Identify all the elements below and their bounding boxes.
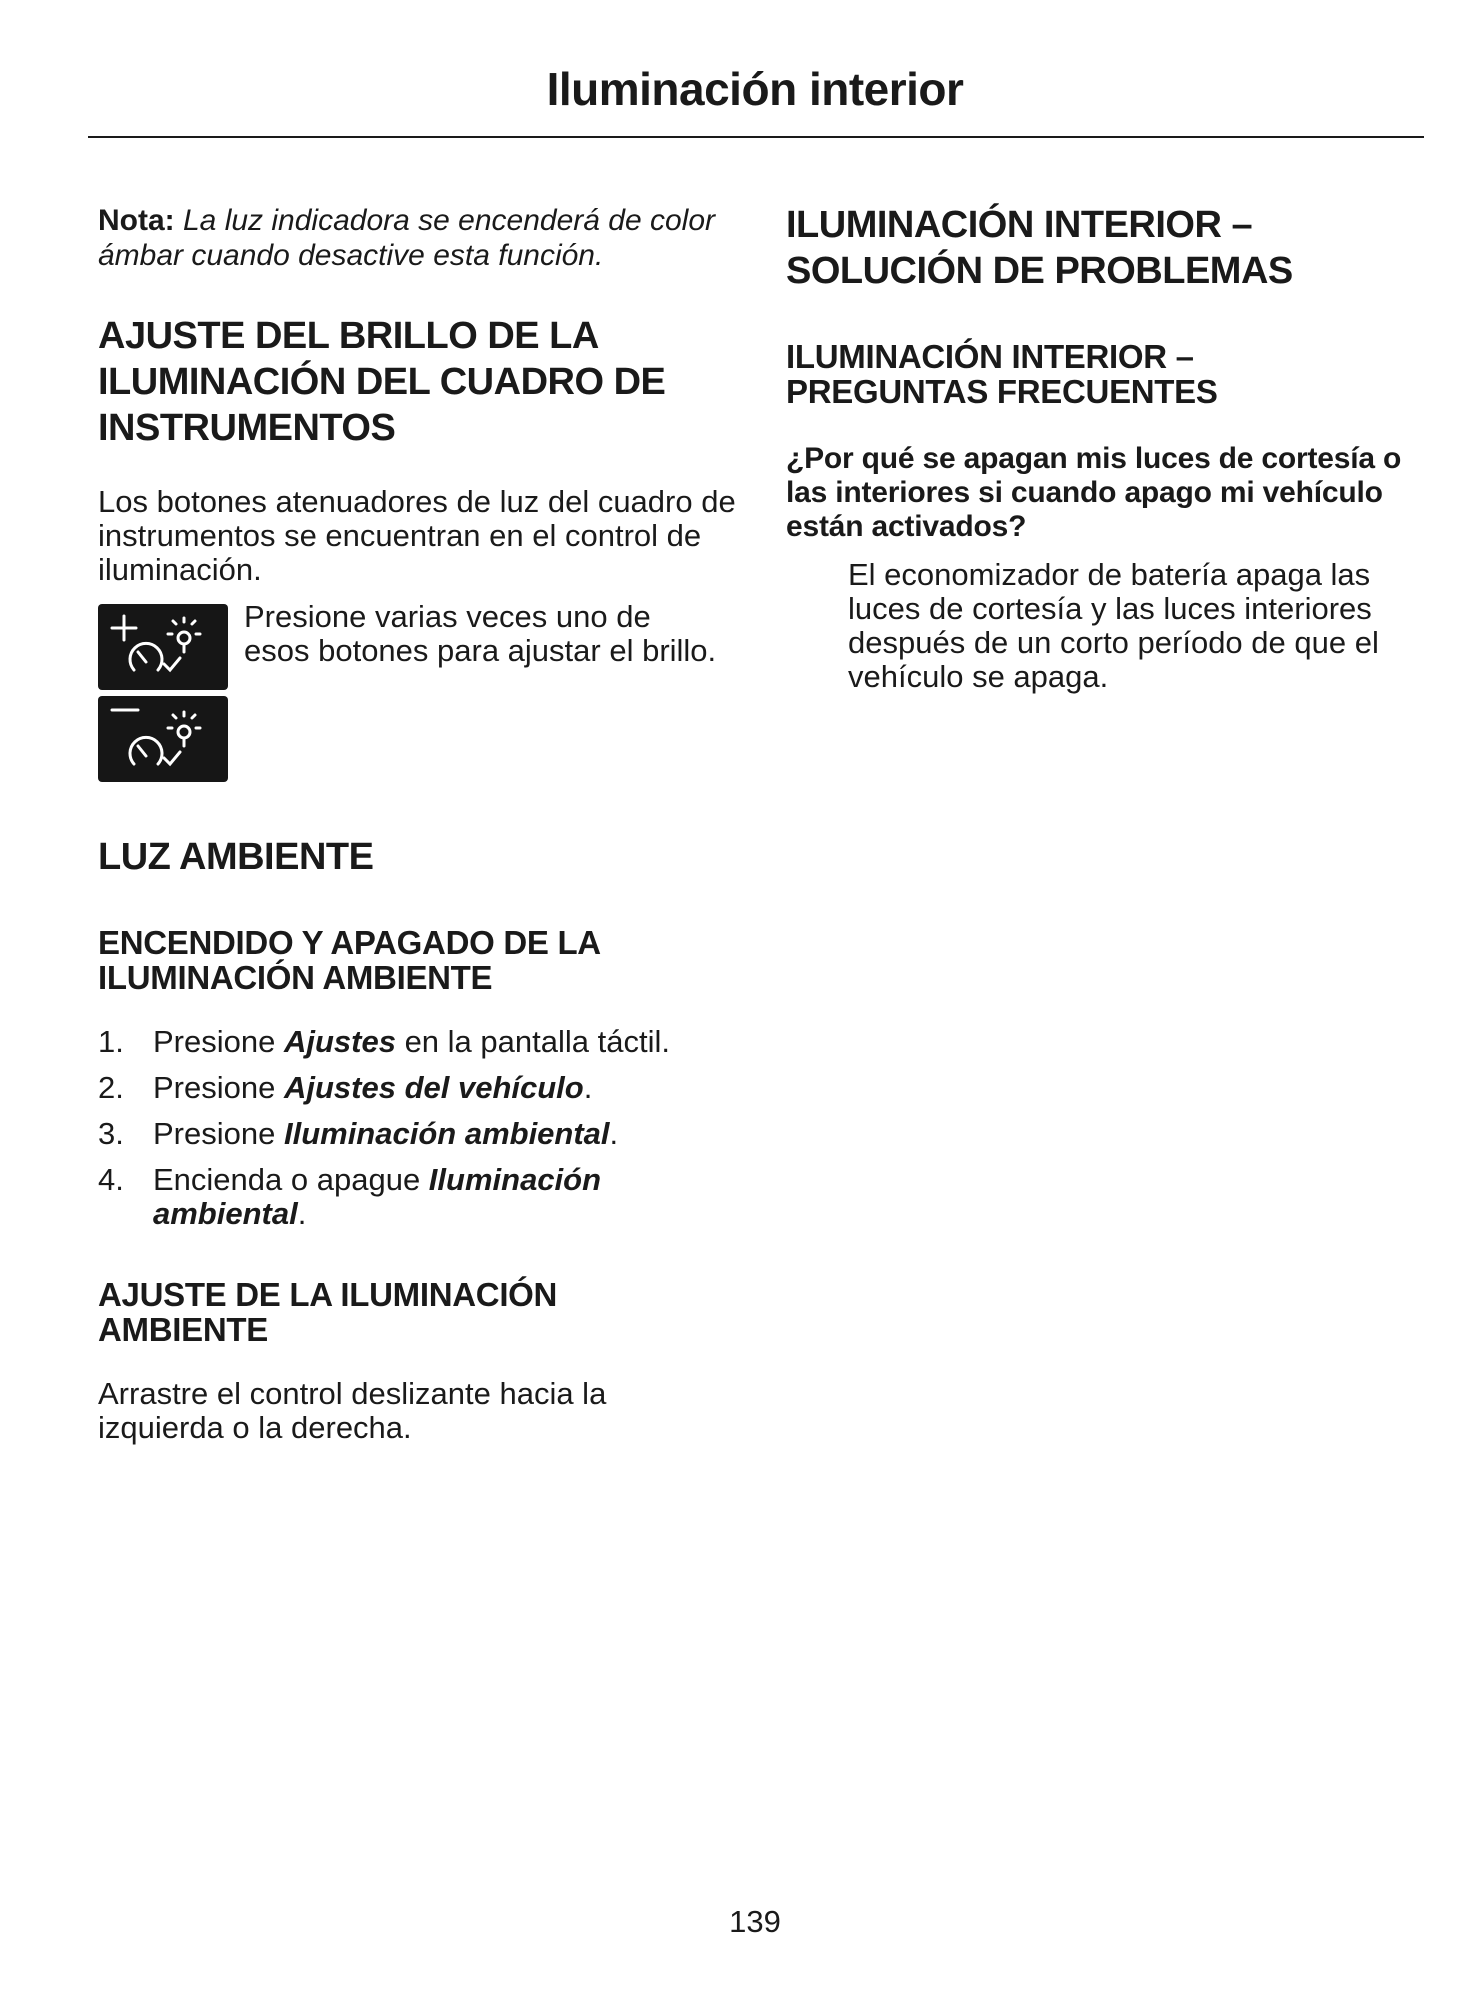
step-option: Ajustes del vehículo [283,1070,584,1105]
step-item [98,1163,673,1231]
ambient-adjust-body: Arrastre el control deslizante hacia la izquierda o la derecha. [98,1376,607,1445]
note-text: La luz indicadora se encenderá de color ámbar cuando desactive esta función. [98,204,716,272]
step-text-end: en la pantalla táctil. [395,1024,670,1059]
ambient-heading: LUZ AMBIENTE [98,836,374,878]
step-item [98,1025,738,1059]
step-number: 4. [98,1162,124,1197]
dimmer-minus-icon [98,696,228,782]
note [98,203,738,273]
step-text-end: . [297,1196,307,1231]
brightness-heading: AJUSTE DEL BRILLO DE LA ILUMINACIÓN DEL CUADRO DE INSTRUMENTOS [98,315,666,449]
ambient-onoff-heading: ENCENDIDO Y APAGADO DE LA ILUMINACIÓN AMBIENTE [98,924,600,996]
step-text: Presione [153,1116,284,1151]
step-text-end: . [583,1070,593,1105]
faq-heading: ILUMINACIÓN INTERIOR – PREGUNTAS FRECUENTES [786,338,1218,410]
step-number: 3. [98,1116,124,1151]
step-text: Presione [153,1070,284,1105]
step-number: 1. [98,1024,124,1059]
title-divider [88,136,1424,138]
step-option: Iluminación ambiental [153,1162,602,1231]
step-option: Ajustes [283,1024,396,1059]
step-text: Encienda o apague [153,1162,429,1197]
faq-question: ¿Por qué se apagan mis luces de cortesía o las interiores si cuando apago mi vehículo están activados? [786,442,1402,543]
ambient-steps [98,1025,738,1243]
dimmer-plus-icon [98,604,228,690]
step-item [98,1071,738,1105]
faq-answer: El economizador de batería apaga las luces de cortesía y las luces interiores después de un corto período de que el vehículo se apaga. [848,557,1379,694]
page-title: Iluminación interior [546,63,964,115]
step-number: 2. [98,1070,124,1105]
icon-instruction: Presione varias veces uno de esos botones para ajustar el brillo. [244,599,717,668]
note-label: Nota: [98,204,175,237]
step-text: Presione [153,1024,284,1059]
troubleshoot-heading: ILUMINACIÓN INTERIOR – SOLUCIÓN DE PROBLEMAS [786,204,1293,292]
brightness-body: Los botones atenuadores de luz del cuadro de instrumentos se encuentran en el control de iluminación. [98,484,736,587]
step-option: Iluminación ambiental [283,1116,610,1151]
step-item [98,1117,738,1151]
ambient-adjust-heading: AJUSTE DE LA ILUMINACIÓN AMBIENTE [98,1276,558,1348]
step-text-end: . [609,1116,619,1151]
page-number: 139 [729,1904,781,1939]
